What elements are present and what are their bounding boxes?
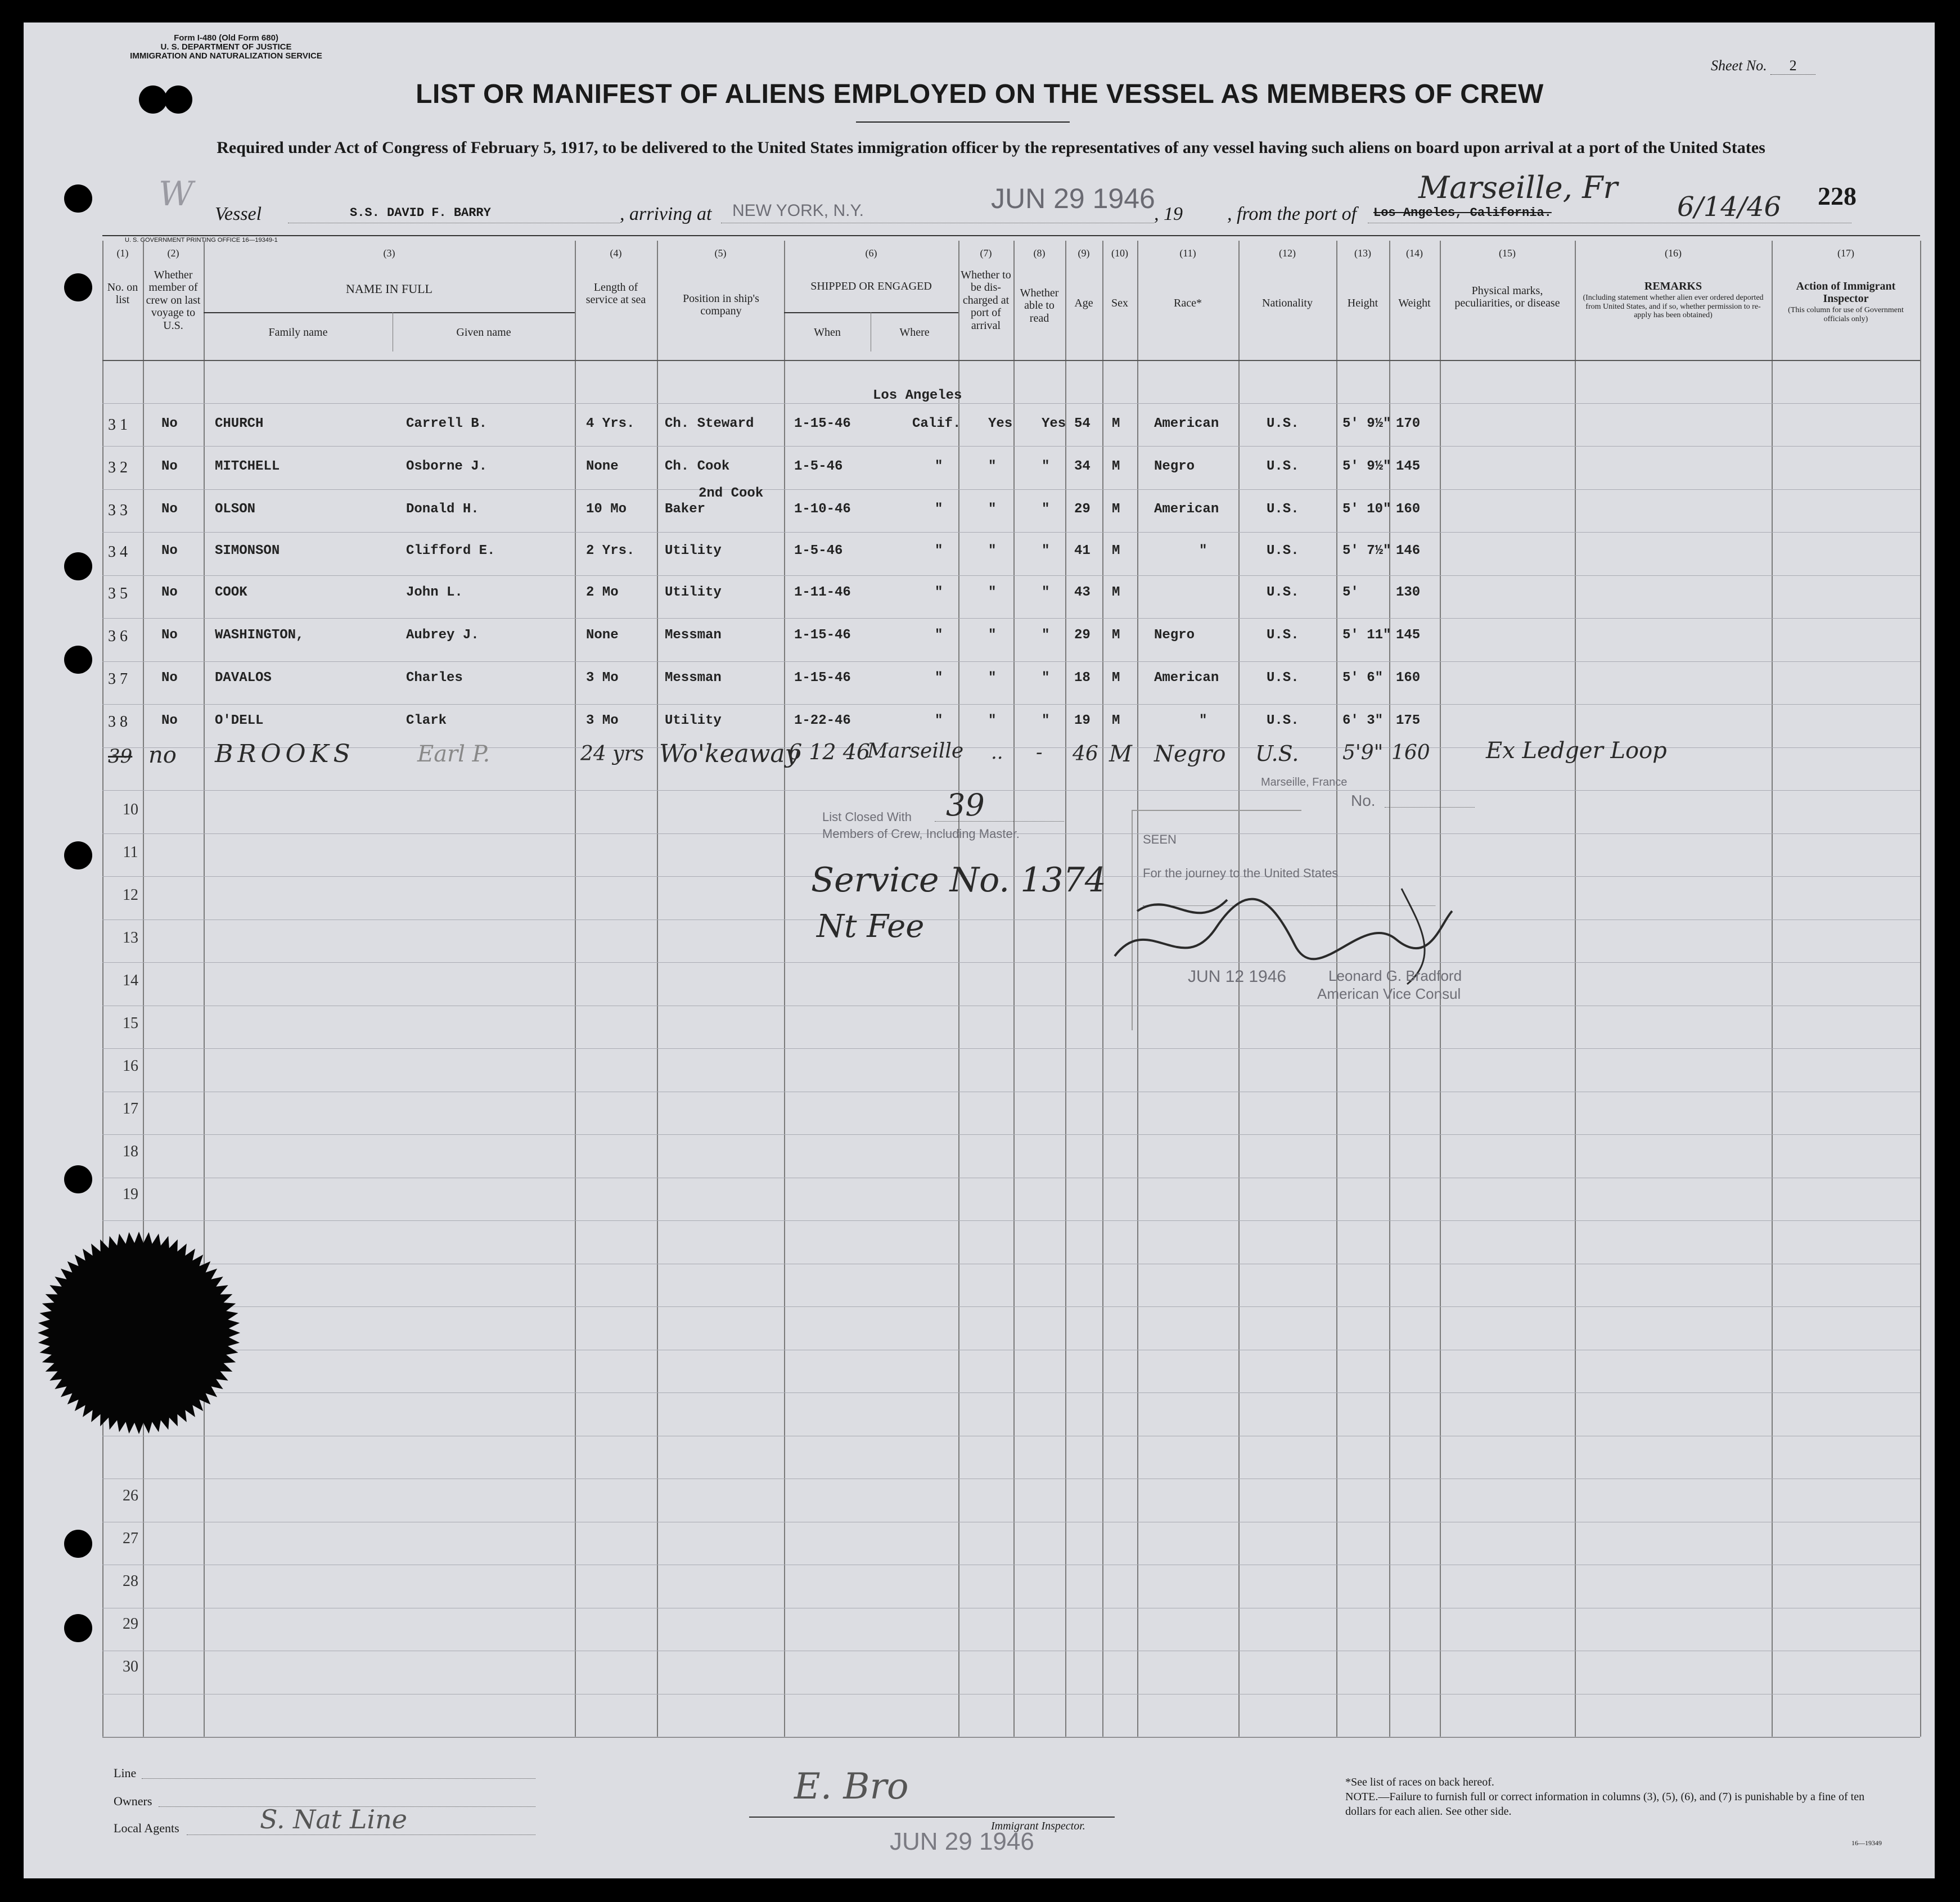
cell-sex: M [1112,502,1120,517]
cell-sex: M [1112,670,1120,686]
cell-discharged: Yes [988,416,1013,431]
footer-owners-label: Owners [114,1794,152,1808]
cell-last-voyage: No [161,628,178,643]
cell-weight: 175 [1396,713,1421,728]
cell-family-name: SIMONSON [215,543,280,558]
cell-service: 2 Mo [586,585,619,600]
service-name: IMMIGRATION AND NATURALIZATION SERVICE [130,51,322,61]
page-number: 228 [1818,182,1857,210]
cell-given-name: Carrell B. [406,416,488,431]
col-header-position: Position in ship's company [683,292,759,318]
cell-age: 54 [1074,416,1091,431]
consul-name: Leonard G. Bradford [1328,967,1462,984]
cell-when: 1-22-46 [794,713,851,728]
cell-service: None [586,459,619,474]
cell-discharged: " [988,502,997,517]
col-header-read: Whether able to read [1020,287,1059,324]
cell-read: " [1042,628,1050,643]
cell-read: Yes [1042,416,1066,431]
hw-where: Marseille [867,740,964,763]
hw-height: 5'9" [1342,741,1384,764]
cell-weight: 130 [1396,585,1421,600]
footer-agents-label: Local Agents [114,1821,179,1835]
row-number: 29 [123,1615,138,1633]
cell-given-name: Clifford E. [406,543,495,558]
penalty-note: NOTE.—Failure to furnish full or correct information in columns (3), (5), (6), and (7) is punishable by a fine of ten dollars for each alien. See other side. [1345,1791,1865,1818]
cell-race: " [1199,543,1207,558]
cell-service: None [586,628,619,643]
cell-discharged: " [988,543,997,558]
hw-discharged: .. [991,741,1003,764]
cell-read: " [1042,670,1050,686]
col-header-physical-marks: Physical marks, peculiarities, or disease [1454,285,1560,310]
cell-family-name: CHURCH [215,416,264,431]
cell-weight: 160 [1396,502,1421,517]
cell-last-voyage: No [161,585,178,600]
cell-height: 5' 10" [1342,502,1391,517]
service-number-note: Service No. 1374 [811,860,1106,900]
row-number: 3 2 [108,459,128,476]
from-label: , from the port of [1227,204,1357,224]
cell-discharged: " [988,585,997,600]
cell-height: 5' 9½" [1342,459,1391,474]
col-header-nationality: Nationality [1262,297,1313,309]
punch-hole [64,184,92,213]
cell-nationality: U.S. [1267,670,1299,686]
cell-where: " [935,585,943,600]
cell-where: " [935,502,943,517]
cell-height: 5' 9½" [1342,416,1391,431]
hw-remarks: Ex Ledger Loop [1486,738,1667,764]
cell-when: 1-11-46 [794,585,851,600]
col-header-race: Race* [1174,297,1202,309]
col-header-age: Age [1074,297,1093,309]
hw-given: Earl P. [417,741,490,767]
cell-given-name: Aubrey J. [406,628,479,643]
cell-position: Baker [665,502,706,517]
vessel-name: S.S. DAVID F. BARRY [350,206,491,220]
row-number: 14 [123,972,138,989]
row-number: 12 [123,886,138,904]
cell-read: " [1042,585,1050,600]
col-header-inspector: Action of Immigrant Inspector [1796,280,1896,305]
col-header-inspector-note: (This column for use of Government officials only) [1788,306,1904,323]
cell-sex: M [1112,543,1120,558]
row-number: 28 [123,1572,138,1590]
col-header-sex: Sex [1111,297,1128,309]
cell-service: 4 Yrs. [586,416,635,431]
sheet-number: Sheet No. 2 [1711,57,1815,75]
page-subtitle: Required under Act of Congress of February 5, 1917, to be delivered to the United States immigration officer by the representatives of any vessel having such aliens on board upon arrival at a port of the United States [217,138,1765,157]
hw-read: - [1036,741,1043,764]
vessel-label: Vessel [215,204,262,224]
row-number: 19 [123,1186,138,1203]
cell-family-name: WASHINGTON, [215,628,304,643]
row-number: 3 5 [108,585,128,602]
col-header-service: Length of service at sea [585,281,646,307]
cell-last-voyage: No [161,416,178,431]
cell-discharged: " [988,459,997,474]
cell-when: 1-5-46 [794,459,843,474]
cell-race: Negro [1154,459,1195,474]
list-closed-count: 39 [946,787,985,823]
cell-last-voyage: No [161,670,178,686]
inspector-date-stamp: JUN 29 1946 [890,1828,1034,1855]
hw-nationality: U.S. [1255,741,1299,766]
year-label: , 19 [1154,204,1183,224]
cell-sex: M [1112,713,1120,728]
row-number: 13 [123,929,138,947]
cell-height: 5' 11" [1342,628,1391,643]
manifest-sheet: Form I-480 (Old Form 680) U. S. DEPARTMENT OF JUSTICE IMMIGRATION AND NATURALIZATION SERVICE Sheet No. 2 LIST OR MANIFEST OF ALIENS EMPLOYED ON THE VESSEL AS MEMBERS OF CREW Required under Act of Congress of February 5, 1917, to be delivered to the United States immigration officer by the representatives of any vessel having such aliens on board upon arrival at a port of the United States W Vessel S.S. DAVID F. BARRY , arriving at NEW YORK, N.Y. JUN 29 1946 , 19 , from the port of Los Angeles, California. Marseille, Fr 6/14/46 228 U. S. GOVERNMENT PRINTING OFFICE 16—19349-1 (1) No. on list (2) Whether member of crew on last voyage to U.S. (3) NAME IN FULL Family name Given name (4) Length of service at sea (5) Position in ship's company (6) SHIPPED OR ENGAGED When Where (7) Whether to be dis-charged at port of arrival (8) Whether able to read (9) Age (10) Sex (11) Race* (12) Nationality (13) Height (14) Weight (15) Physical marks, peculiarities, or disease (16) REMARKS (Including statement whether alien ever ordered deported from United States, and if so, whether permission to re-apply has been obtained) (17) Action of Immigrant Inspector (This column for use of Government officials only) Los Angeles 3 1 No CHURCH Carrell B. 4 Yrs. Ch. Steward 1-15-46 Calif. Yes Yes 54 M American U.S. 5' 9½" 170 3 2 No MITCHELL Osborne J. None Ch. Cook 1-5-46 " " " 34 M Negro U.S. 5' 9½" 145 3 3 No OLSON Donald H. 10 Mo Baker 1-10-46 " " " 29 M American U.S. 5' 10" 160 2nd Cook 3 4 No SIMONSON Clifford E. 2 Yrs. Utility 1-5-46 " " " 41 M " U.S. 5' 7½" 146 3 5 No COOK John L. 2 Mo Utility 1-11-46 " " " 43 M U.S. 5' 130 3 6 No WASHINGTON, Aubrey J. None Messman 1-15-46 " " " 29 M Negro U.S. 5' 11" 145 3 7 No DAVALOS Charles 3 Mo Messman 1-15-46 " " " 18 M American U.S. 5' 6" 160 3 8 No O'DELL Clark 3 Mo Utility 1-22-46 " " " 19 M " U.S. 6' 3" 175 39 no BROOKS Earl P. 24 yrs Wo'keaway 6 12 46 Marseille .. - 46 M Negro U.S. 5'9" 160 Ex Ledger Loop 10 11 12 13 14 15 16 17 18 19 26 27 28 29 30 List Closed With 39 Members of Crew, Including Master. Service No. 1374 Nt Fee Marseille, France No. SEEN For the journey to the United States JUN 12 1946 Leonard G. Bradford American Vice Consul Line Owners Local Agents S. Nat Line E. Bro Immigrant Inspector. JUN 29 1946 *See list of races on back hereof. NOTE.—Failure to furnish full or correct information in columns (3), (5), (6), and (7) is punishable by a fine of ten dollars for each alien. See other side. 16—19349 [24,22,1935,1878]
cell-nationality: U.S. [1267,459,1299,474]
hw-when: 6 12 46 [788,740,871,764]
cell-family-name: OLSON [215,502,256,517]
row-number: 3 4 [108,543,128,561]
cell-position: Utility [665,543,722,558]
cell-nationality: U.S. [1267,502,1299,517]
consul-title: American Vice Consul [1317,985,1461,1002]
cell-race: " [1199,713,1207,728]
consul-no-label: No. [1351,792,1376,809]
cell-discharged: " [988,670,997,686]
row-number: 11 [123,844,138,861]
races-note: *See list of races on back hereof. [1345,1776,1494,1788]
cell-last-voyage: No [161,543,178,558]
cell-when: 1-5-46 [794,543,843,558]
cell-height: 6' 3" [1342,713,1384,728]
cell-when: 1-15-46 [794,628,851,643]
cell-nationality: U.S. [1267,628,1299,643]
hw-service: 24 yrs [580,742,645,765]
cell-given-name: Osborne J. [406,459,488,474]
col-header-when: When [814,326,841,339]
cell-age: 29 [1074,502,1091,517]
cell-position: Ch. Cook [665,459,730,474]
row-number: 10 [123,801,138,818]
cell-nationality: U.S. [1267,585,1299,600]
cell-nationality: U.S. [1267,543,1299,558]
consul-date: JUN 12 1946 [1188,967,1287,986]
hw-weight: 160 [1391,741,1430,764]
row-number: 3 3 [108,502,128,519]
cell-discharged: " [988,713,997,728]
gpo-line: U. S. GOVERNMENT PRINTING OFFICE 16—19349-1 [125,237,278,244]
cell-age: 43 [1074,585,1091,600]
cell-age: 29 [1074,628,1091,643]
cell-where: " [935,543,943,558]
row-number: 3 6 [108,628,128,645]
cell-position-secondary: 2nd Cook [699,486,764,501]
cell-service: 10 Mo [586,502,627,517]
punch-hole [64,552,92,580]
cell-position: Ch. Steward [665,416,754,431]
list-closed-label: List Closed With [822,810,912,824]
row-number: 18 [123,1143,138,1160]
consul-journey: For the journey to the United States [1143,866,1339,880]
row-number: 15 [123,1015,138,1032]
cell-height: 5' [1342,585,1359,600]
cell-age: 18 [1074,670,1091,686]
row-number: 3 8 [108,713,128,731]
cell-race: American [1154,670,1219,686]
fee-note: Nt Fee [817,908,925,945]
cell-age: 34 [1074,459,1091,474]
punch-hole [64,1530,92,1558]
arrival-date-stamp: JUN 29 1946 [991,183,1155,214]
cell-weight: 146 [1396,543,1421,558]
cell-given-name: Donald H. [406,502,479,517]
cell-height: 5' 6" [1342,670,1384,686]
cell-weight: 145 [1396,628,1421,643]
cell-position: Utility [665,585,722,600]
col-header-where: Where [899,326,930,339]
cell-service: 2 Yrs. [586,543,635,558]
hw-crew: no [148,742,177,768]
cell-race: American [1154,416,1219,431]
cell-where: " [935,713,943,728]
hw-family: BROOKS [215,740,355,768]
form-number: Form I-480 (Old Form 680) [174,33,278,43]
cell-position: Messman [665,670,722,686]
form-identifier [108,34,344,60]
col-header-family-name: Family name [268,326,328,339]
cell-sex: M [1112,459,1120,474]
cell-race: Negro [1154,628,1195,643]
list-closed-label-2: Members of Crew, Including Master. [822,827,1020,841]
hw-race: Negro [1154,741,1226,767]
cell-where: " [935,459,943,474]
cell-when: 1-15-46 [794,416,851,431]
cell-where: " [935,628,943,643]
row-number: 3 7 [108,670,128,688]
col-header-remarks: REMARKS [1644,280,1702,292]
cell-family-name: O'DELL [215,713,264,728]
cell-given-name: Clark [406,713,447,728]
cell-read: " [1042,543,1050,558]
punch-hole [64,841,92,869]
cell-given-name: John L. [406,585,463,600]
cell-family-name: COOK [215,585,247,600]
punch-hole [139,85,167,114]
cell-read: " [1042,713,1050,728]
arrival-port: NEW YORK, N.Y. [732,201,864,220]
hw-position: Wo'keaway [659,740,799,768]
row-number: 17 [123,1100,138,1117]
cell-when: 1-15-46 [794,670,851,686]
punch-hole [64,273,92,301]
row-number: 3 1 [108,416,128,434]
inspector-label: Immigrant Inspector. [991,1820,1085,1832]
footer-agents-value: S. Nat Line [260,1804,408,1835]
hw-sex: M [1109,741,1132,767]
cell-sex: M [1112,416,1120,431]
cell-read: " [1042,459,1050,474]
col-header-discharged: Whether to be dis-charged at port of arrival [961,269,1011,332]
cell-service: 3 Mo [586,713,619,728]
cell-where: " [935,670,943,686]
row-number: 26 [123,1487,138,1504]
col-header-weight: Weight [1398,297,1431,309]
cell-when: 1-10-46 [794,502,851,517]
cell-where: Calif. [912,416,961,431]
corner-mark: W [159,174,193,214]
col-header-given-name: Given name [456,326,511,339]
inspector-signature: E. Bro [794,1766,909,1808]
punch-hole [64,1614,92,1642]
col-header-no: No. on list [107,281,138,307]
handwritten-port: Marseille, Fr [1418,170,1618,205]
col-header-shipped: SHIPPED OR ENGAGED [810,280,932,292]
hw-age: 46 [1073,742,1098,765]
cell-service: 3 Mo [586,670,619,686]
cell-last-voyage: No [161,713,178,728]
cell-race: American [1154,502,1219,517]
cell-weight: 145 [1396,459,1421,474]
notary-seal-icon [32,1226,246,1440]
footer-line-label: Line [114,1766,137,1780]
col-header-height: Height [1347,297,1378,309]
cell-nationality: U.S. [1267,713,1299,728]
row-number: 30 [123,1658,138,1675]
cell-position: Messman [665,628,722,643]
col-header-last-voyage: Whether member of crew on last voyage to U.S. [146,269,201,332]
hw-no: 39 [108,745,133,768]
arriving-label: , arriving at [620,204,712,224]
col-header-name: NAME IN FULL [346,282,432,296]
row-number: 27 [123,1530,138,1547]
row-number: 16 [123,1057,138,1075]
cell-given-name: Charles [406,670,463,686]
cell-sex: M [1112,585,1120,600]
department-name: U. S. DEPARTMENT OF JUSTICE [160,42,292,52]
departure-port: Los Angeles, California. [1373,206,1552,220]
cell-sex: M [1112,628,1120,643]
cell-discharged: " [988,628,997,643]
cell-height: 5' 7½" [1342,543,1391,558]
punch-hole [164,85,192,114]
col-header-remarks-note: (Including statement whether alien ever ordered deported from United States, and if so, whether permission to re-apply has been obtained) [1583,294,1764,320]
punch-hole [64,646,92,674]
cell-weight: 170 [1396,416,1421,431]
handwritten-date: 6/14/46 [1677,191,1782,223]
form-code: 16—19349 [1851,1839,1882,1847]
where-top-label: Los Angeles [873,388,962,403]
cell-position: Utility [665,713,722,728]
cell-family-name: MITCHELL [215,459,280,474]
page-title: LIST OR MANIFEST OF ALIENS EMPLOYED ON THE VESSEL AS MEMBERS OF CREW [416,79,1544,109]
cell-age: 41 [1074,543,1091,558]
cell-family-name: DAVALOS [215,670,272,686]
consul-seen: SEEN [1143,832,1177,846]
cell-read: " [1042,502,1050,517]
cell-last-voyage: No [161,459,178,474]
cell-age: 19 [1074,713,1091,728]
cell-nationality: U.S. [1267,416,1299,431]
title-underline [856,121,1070,123]
consul-city: Marseille, France [1261,776,1348,788]
cell-last-voyage: No [161,502,178,517]
punch-hole [64,1165,92,1193]
cell-weight: 160 [1396,670,1421,686]
